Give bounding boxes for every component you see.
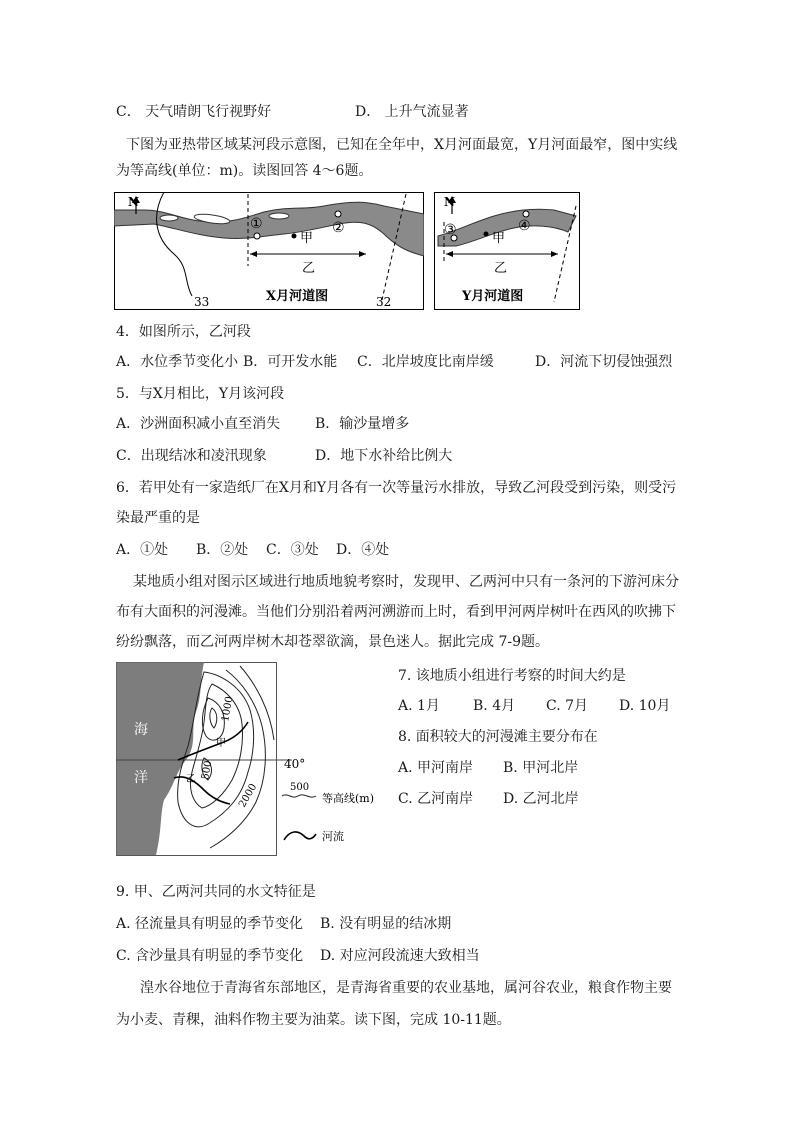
q8-option-a: A. 甲河南岸 <box>398 760 474 776</box>
q8-option-c: C. 乙河南岸 <box>398 791 474 807</box>
q3-option-c: C． 天气晴朗飞行视野好 <box>116 104 272 120</box>
intro-text: 为等高线(单位：m)。读图回答 4～6题。 <box>116 163 373 179</box>
intro-text: 湟水谷地位于青海省东部地区，是青海省重要的农业基地，属河谷农业，粮食作物主要 <box>140 980 672 996</box>
north-label: N <box>128 195 139 209</box>
latitude-label: 40° <box>284 757 306 771</box>
q9-option-b: B. 没有明显的结冰期 <box>320 916 452 932</box>
q6-option-a: A．①处 <box>116 542 169 558</box>
q9-stem: 9. 甲、乙两河共同的水文特征是 <box>116 884 316 900</box>
y-month-river-map <box>434 192 580 310</box>
q9-option-c: C. 含沙量具有明显的季节变化 <box>116 948 304 964</box>
intro-text: 下图为亚热带区域某河段示意图，已知在全年中，X月河面最宽，Y月河面最窄，图中实线 <box>126 137 678 153</box>
contour-32-label: 32 <box>376 295 392 309</box>
y-map-caption: Y月河道图 <box>462 289 524 304</box>
q7-option-d: D. 10月 <box>619 698 671 714</box>
q7-option-c: C. 7月 <box>546 698 589 714</box>
q3-option-d: D． 上升气流显著 <box>355 104 469 120</box>
q4-stem: 4．如图所示，乙河段 <box>116 324 251 340</box>
intro-text: 某地质小组对图示区域进行地质地貌考察时，发现甲、乙两河中只有一条河的下游河床分 <box>133 574 679 590</box>
contour-2000-label: 2000 <box>237 781 260 810</box>
intro-text: 为小麦、青稞，油料作物主要为油菜。读下图，完成 10-11题。 <box>116 1012 511 1028</box>
site-4-label: ④ <box>518 218 531 234</box>
q6-stem: 染最严重的是 <box>116 510 200 526</box>
site-2-label: ② <box>332 220 345 236</box>
q6-option-d: D．④处 <box>336 542 390 558</box>
river-yi-label: 乙 <box>186 774 196 785</box>
x-map-caption: X月河道图 <box>266 289 329 304</box>
site-jia-label: 甲 <box>492 231 506 246</box>
q4-option-b: B．可开发水能 <box>243 354 338 370</box>
q7-stem: 7. 该地质小组进行考察的时间大约是 <box>398 668 626 684</box>
north-label: N <box>444 195 455 209</box>
contour-33-label: 33 <box>194 295 210 309</box>
legend-contour-label: 等高线(m) <box>322 792 375 805</box>
contour-500-label: 500 <box>200 759 215 781</box>
intro-text: 纷纷飘落，而乙河两岸树木却苍翠欲滴，景色迷人。据此完成 7-9题。 <box>116 634 549 650</box>
sea-label: 海 <box>134 722 148 738</box>
q9-option-d: D. 对应河段流速大致相当 <box>320 948 480 964</box>
contour-map <box>116 662 392 858</box>
intro-text: 布有大面积的河漫滩。当他们分别沿着两河溯游而上时，看到甲河两岸树叶在西风的吹拂下 <box>116 604 676 620</box>
q4-option-d: D．河流下切侵蚀强烈 <box>535 354 673 370</box>
q6-option-b: B．②处 <box>196 542 249 558</box>
segment-label: 乙 <box>302 261 316 276</box>
q5-stem: 5．与X月相比，Y月该河段 <box>116 386 285 402</box>
legend-contour-value: 500 <box>290 782 310 793</box>
sea-label: 洋 <box>134 770 148 786</box>
q7-option-b: B. 4月 <box>473 698 516 714</box>
q8-stem: 8. 面积较大的河漫滩主要分布在 <box>398 729 598 745</box>
river-jia-label: 甲 <box>216 738 226 749</box>
segment-label: 乙 <box>494 261 508 276</box>
q4-option-c: C．北岸坡度比南岸缓 <box>357 354 494 370</box>
site-3-label: ③ <box>444 222 457 238</box>
site-1-label: ① <box>250 216 263 232</box>
q8-option-b: B. 甲河北岸 <box>503 760 579 776</box>
q6-stem: 6．若甲处有一家造纸厂在X月和Y月各有一次等量污水排放，导致乙河段受到污染，则受污 <box>116 480 677 496</box>
q8-option-d: D. 乙河北岸 <box>503 791 579 807</box>
q5-option-b: B．输沙量增多 <box>315 416 410 432</box>
q5-option-a: A．沙洲面积减小直至消失 <box>116 416 281 432</box>
x-month-river-map <box>114 192 424 310</box>
q9-option-a: A. 径流量具有明显的季节变化 <box>116 916 304 932</box>
site-jia-label: 甲 <box>300 231 314 246</box>
q6-option-c: C．③处 <box>266 542 319 558</box>
contour-1000-label: 1000 <box>220 695 236 723</box>
q5-option-d: D．地下水补给比例大 <box>315 448 453 464</box>
q7-option-a: A. 1月 <box>398 698 440 714</box>
q5-option-c: C．出现结冰和凌汛现象 <box>116 448 267 464</box>
q4-option-a: A．水位季节变化小 <box>116 354 239 370</box>
legend-river-label: 河流 <box>322 830 344 843</box>
